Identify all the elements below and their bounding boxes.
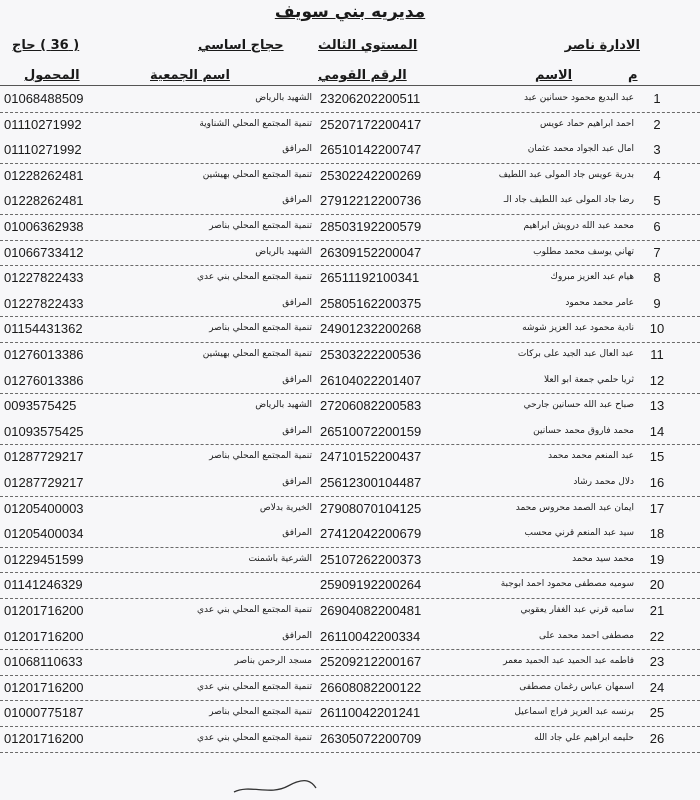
row-number-cell: 14 (649, 423, 665, 439)
name-cell: محمد عبد الله درويش ابراهيم (523, 221, 634, 231)
name-cell: حليمه ابراهيم علي جاد الله (534, 733, 634, 743)
national-id-cell: 25207172200417 (320, 116, 422, 132)
row-number-cell: 24 (649, 679, 665, 695)
row-number-cell: 17 (649, 500, 665, 516)
association-cell: تنمية المجتمع المحلي بني عدي (197, 272, 312, 283)
national-id-cell: 25303222200536 (320, 347, 422, 362)
association-cell: تنمية المجتمع المحلي بناصر (209, 221, 312, 231)
name-cell: دلال محمد رشاد (573, 477, 634, 487)
name-cell: احمد ابراهيم حماد عويس (539, 118, 634, 129)
national-id-cell: 28503192200579 (320, 219, 422, 234)
name-cell: عبد المنعم محمد محمد (547, 451, 634, 462)
national-id-cell: 25302242200269 (320, 167, 422, 183)
row-number-cell: 20 (649, 577, 665, 593)
pilgrim-type: حجاج اساسي (198, 38, 284, 53)
national-id-cell: 27412042200679 (320, 526, 422, 542)
mobile-cell: 01154431362 (4, 321, 83, 337)
row-number-cell: 23 (649, 654, 665, 670)
mobile-cell: 01276013386 (4, 347, 84, 362)
table-row (0, 522, 700, 547)
pilgrim-count: ( 36 ) حاج (12, 38, 80, 53)
national-id-cell: 26608082200122 (320, 679, 422, 695)
row-number-cell: 21 (649, 603, 665, 618)
mobile-cell: 01110271992 (4, 116, 82, 132)
national-id-cell: 27908070104125 (320, 500, 422, 516)
mobile-cell: 01000775187 (4, 705, 84, 721)
mobile-cell: 01228262481 (4, 193, 84, 209)
table-row (0, 420, 700, 445)
mobile-cell: 01201716200 (4, 679, 84, 695)
national-id-cell: 26305072200709 (320, 731, 422, 746)
association-cell: المرافق (282, 144, 312, 155)
table-row (0, 471, 700, 496)
national-id-cell: 26510142200747 (320, 142, 422, 158)
name-cell: صباح عبد الله حسانين جارحي (523, 400, 634, 411)
national-id-cell: 26104022201407 (320, 372, 422, 388)
association-cell: المرافق (282, 425, 312, 436)
mobile-cell: 01227822433 (4, 270, 84, 286)
row-number-cell: 3 (653, 142, 661, 158)
association-cell: تنمية المجتمع المحلي بني عدي (197, 681, 312, 692)
name-cell: محمد فاروق محمد حسانين (533, 425, 634, 436)
row-number-cell: 25 (649, 705, 665, 721)
mobile-cell: 01141246329 (4, 577, 83, 593)
mobile-cell: 01066733412 (4, 244, 84, 260)
row-number-cell: 4 (653, 167, 661, 183)
name-cell: برنسه عبد العزيز فراج اسماعيل (514, 707, 634, 718)
association-cell: تنمية المجتمع المحلي بني عدي (197, 605, 312, 615)
name-cell: رضا جاد المولى عبد اللطيف جاد الـ (503, 195, 634, 206)
row-number-cell: 13 (649, 398, 665, 414)
national-id-cell: 26904082200481 (320, 603, 422, 618)
name-cell: بدرية عويس جاد المولى عبد اللطيف (498, 169, 634, 180)
table-row (0, 625, 700, 650)
page-title: مديريه بني سويف (274, 2, 426, 22)
association-cell: المرافق (282, 477, 312, 487)
association-cell: الخيرية بدلاص (259, 502, 312, 513)
name-cell: عبد البديع محمود حسانين عبد (524, 93, 634, 103)
association-cell: المرافق (282, 195, 312, 206)
table-row (0, 676, 700, 701)
table-row (0, 369, 700, 394)
table-row (0, 317, 700, 342)
association-cell: تنمية المجتمع المحلي بني عدي (197, 733, 312, 743)
mobile-cell: 01201716200 (4, 628, 84, 644)
table-row (0, 215, 700, 240)
name-cell: سوميه مصطفى محمود احمد ابوجبة (500, 579, 634, 590)
mobile-cell: 01229451599 (4, 551, 84, 567)
national-id-cell: 26511192100341 (320, 270, 420, 286)
table-row (0, 138, 700, 163)
row-number-cell: 1 (653, 91, 661, 106)
row-number-cell: 9 (653, 295, 661, 311)
mobile-cell: 01205400034 (4, 526, 84, 542)
mobile-cell: 01110271992 (4, 142, 82, 158)
mobile-cell: 01068110633 (4, 654, 83, 670)
table-row (0, 189, 700, 214)
name-cell: عامر محمد محمود (565, 297, 634, 308)
name-cell: مصطفى احمد محمد على (538, 630, 634, 641)
name-cell: نادية محمود عبد العزيز شوشه (522, 323, 634, 334)
association-cell: المرافق (282, 374, 312, 385)
column-header-association: اسم الجمعية (150, 68, 230, 83)
association-cell: تنمية المجتمع المحلي بهيشين (202, 349, 312, 359)
row-number-cell: 15 (649, 449, 665, 465)
association-cell: المرافق (282, 528, 312, 539)
row-number-cell: 7 (653, 244, 661, 260)
mobile-cell: 01068488509 (4, 91, 84, 106)
row-number-cell: 8 (653, 270, 661, 286)
mobile-cell: 01287729217 (4, 449, 84, 465)
mobile-cell: 01276013386 (4, 372, 84, 388)
row-number-cell: 16 (649, 475, 665, 490)
name-cell: امال عبد الجواد محمد عثمان (527, 144, 634, 155)
name-cell: ساميه قرني عبد الغفار يعقوبي (520, 605, 634, 615)
name-cell: تهاني يوسف محمد مطلوب (533, 246, 634, 257)
row-separator (0, 752, 700, 753)
association-cell: الشهيد بالرياض (255, 246, 312, 257)
name-cell: هيام عبد العزيز مبروك (550, 272, 634, 283)
national-id-cell: 26510072200159 (320, 423, 422, 439)
table-row (0, 266, 700, 291)
table-row (0, 394, 700, 419)
association-cell: تنمية المجتمع المحلي بناصر (209, 451, 312, 462)
name-cell: اسمهان عباس رغمان مصطفى (519, 681, 634, 692)
association-cell: المرافق (282, 297, 312, 308)
row-number-cell: 10 (649, 321, 665, 337)
national-id-cell: 27912212200736 (320, 193, 422, 209)
row-number-cell: 22 (649, 628, 665, 644)
column-header-national-id: الرقم القومي (318, 68, 407, 83)
national-id-cell: 26110042201241 (320, 705, 421, 721)
mobile-cell: 01287729217 (4, 475, 84, 490)
association-cell: تنمية المجتمع المحلي بهيشين (202, 169, 312, 180)
association-cell: تنمية المجتمع المحلي بناصر (209, 707, 312, 718)
name-cell: ثريا حلمي جمعة ابو العلا (544, 374, 634, 385)
mobile-cell: 0093575425 (4, 398, 77, 414)
national-id-cell: 25209212200167 (320, 654, 422, 670)
header-rule (0, 85, 700, 86)
national-id-cell: 25612300104487 (320, 475, 422, 490)
table-row (0, 573, 700, 598)
mobile-cell: 01006362938 (4, 219, 84, 234)
column-header-number: م (628, 68, 638, 83)
table-row (0, 164, 700, 189)
national-id-cell: 27206082200583 (320, 398, 422, 414)
mobile-cell: 01227822433 (4, 295, 84, 311)
administration-label: الادارة ناصر (564, 38, 640, 53)
table-row (0, 701, 700, 726)
column-header-mobile: المحمول (24, 68, 80, 83)
row-number-cell: 11 (650, 347, 664, 362)
row-number-cell: 26 (649, 731, 665, 746)
national-id-cell: 25805162200375 (320, 295, 422, 311)
mobile-cell: 01205400003 (4, 500, 84, 516)
table-row (0, 599, 700, 624)
row-number-cell: 6 (653, 219, 661, 234)
table-row (0, 292, 700, 317)
table-row (0, 87, 700, 112)
mobile-cell: 01228262481 (4, 167, 84, 183)
name-cell: محمد سيد محمد (572, 553, 634, 564)
national-id-cell: 24901232200268 (320, 321, 422, 337)
table-row (0, 113, 700, 138)
association-cell: تنمية المجتمع المحلي الشناوية (199, 118, 312, 129)
level-label: المستوي الثالث (318, 38, 418, 53)
association-cell: الشرعية باشمنت (248, 553, 312, 564)
signature-mark (230, 770, 320, 798)
row-number-cell: 19 (649, 551, 665, 567)
mobile-cell: 01201716200 (4, 731, 84, 746)
national-id-cell: 23206202200511 (320, 91, 421, 106)
association-cell: مسجد الرحمن بناصر (234, 656, 312, 667)
national-id-cell: 26309152200047 (320, 244, 422, 260)
national-id-cell: 25909192200264 (320, 577, 422, 593)
table-row (0, 727, 700, 752)
table-row (0, 497, 700, 522)
mobile-cell: 01093575425 (4, 423, 84, 439)
mobile-cell: 01201716200 (4, 603, 84, 618)
association-cell: المرافق (282, 630, 312, 641)
table-row (0, 650, 700, 675)
table-row (0, 548, 700, 573)
row-number-cell: 5 (653, 193, 661, 209)
name-cell: ايمان عبد الصمد محروس محمد (515, 502, 634, 513)
association-cell: الشهيد بالرياض (255, 400, 312, 411)
national-id-cell: 26110042200334 (320, 628, 421, 644)
name-cell: سيد عبد المنعم قرني محسب (524, 528, 634, 539)
association-cell: الشهيد بالرياض (255, 93, 312, 103)
name-cell: عبد العال عبد الجيد على بركات (517, 349, 634, 359)
table-row (0, 241, 700, 266)
national-id-cell: 24710152200437 (320, 449, 422, 465)
column-header-name: الاسم (535, 68, 573, 83)
row-number-cell: 2 (653, 116, 661, 132)
row-number-cell: 18 (649, 526, 665, 542)
table-row (0, 445, 700, 470)
name-cell: فاطمه عبد الحميد عبد الحميد معمر (503, 656, 634, 667)
table-row (0, 343, 700, 368)
row-number-cell: 12 (649, 372, 665, 388)
national-id-cell: 25107262200373 (320, 551, 422, 567)
association-cell: تنمية المجتمع المحلي بناصر (209, 323, 312, 334)
